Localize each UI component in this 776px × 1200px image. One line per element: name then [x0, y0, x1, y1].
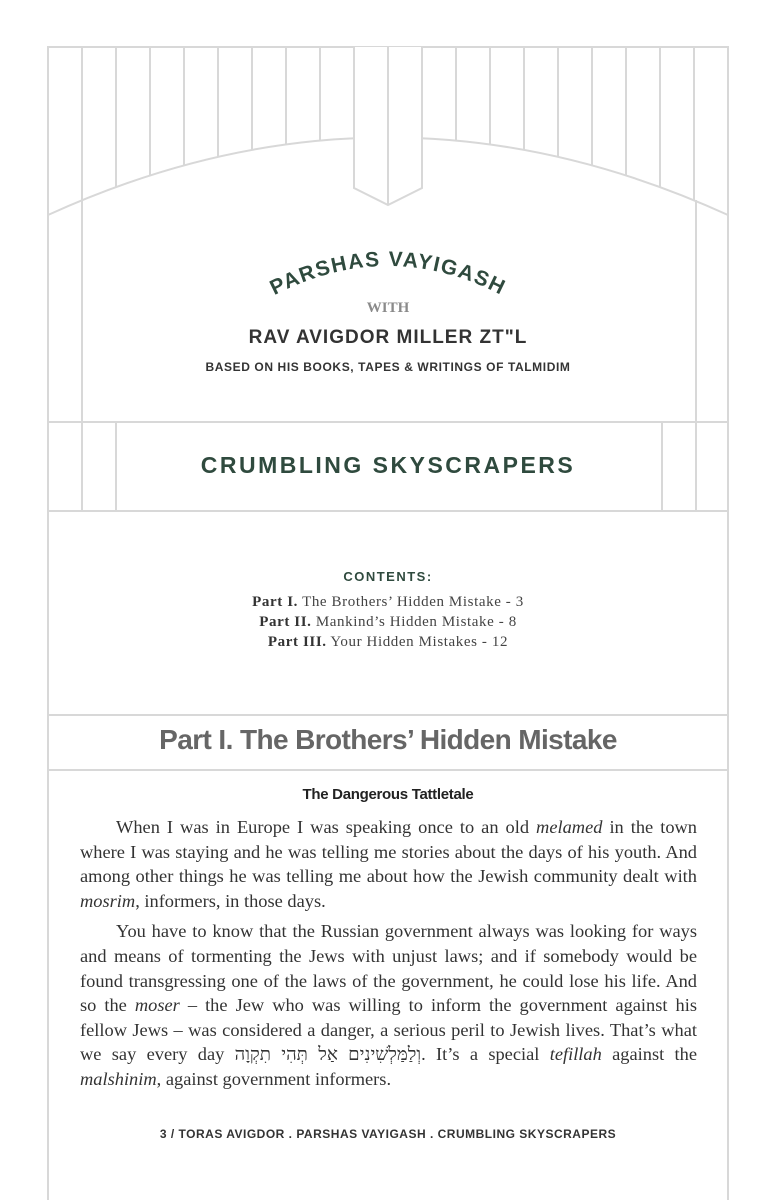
article-body — [80, 815, 697, 1098]
page-footer: 3 / TORAS AVIGDOR . PARSHAS VAYIGASH . CRUMBLING SKYSCRAPERS — [159, 1127, 617, 1141]
toc-part: Part III. — [267, 634, 327, 650]
paragraph: You have to know that the Russian government always was looking for ways and means of tormenting the Jews with unjust laws; and if somebody would be found transgressing one of the laws of the government, he could lose his life. And so the moser – the Jew who was willing to inform the government against his fellow Jews – was considered a danger, a serious peril to Jewish lives. That’s what we say every day וְלַמַּלְשִׁינִים אַל תְּהִי תִקְוָה. It’s a special tefillah against the malshinim, against government informers. — [80, 921, 698, 1089]
contents-label: CONTENTS: — [343, 569, 433, 584]
toc-title: Your Hidden Mistakes - 12 — [326, 634, 509, 650]
toc-part: Part I. — [252, 594, 298, 610]
part-heading: Part I. The Brothers’ Hidden Mistake — [159, 724, 617, 755]
toc-title: Mankind’s Hidden Mistake - 8 — [311, 614, 517, 630]
parsha-title: PARSHAS VAYIGASH — [266, 247, 510, 300]
toc-item[interactable] — [0, 632, 776, 652]
table-of-contents — [0, 592, 776, 652]
issue-title: CRUMBLING SKYSCRAPERS — [200, 452, 576, 478]
section-title: The Dangerous Tattletale — [302, 786, 474, 803]
hebrew-quote: וְלַמַּלְשִׁינִים אַל תְּהִי תִקְוָה — [234, 1044, 422, 1065]
based-on-line: BASED ON HIS BOOKS, TAPES & WRITINGS OF TALMIDIM — [205, 360, 571, 374]
toc-part: Part II. — [259, 614, 312, 630]
author-name: RAV AVIGDOR MILLER ZT"L — [248, 327, 528, 348]
with-label: WITH — [366, 300, 410, 316]
toc-item[interactable] — [0, 592, 776, 612]
toc-item[interactable] — [0, 612, 776, 632]
toc-title: The Brothers’ Hidden Mistake - 3 — [297, 594, 524, 610]
paragraph: When I was in Europe I was speaking once to an old melamed in the town where I was staying and he was telling me stories about the days of his youth. And among other things he was telling me about how the Jewish community dealt with mosrim, informers, in those days. — [80, 817, 697, 911]
